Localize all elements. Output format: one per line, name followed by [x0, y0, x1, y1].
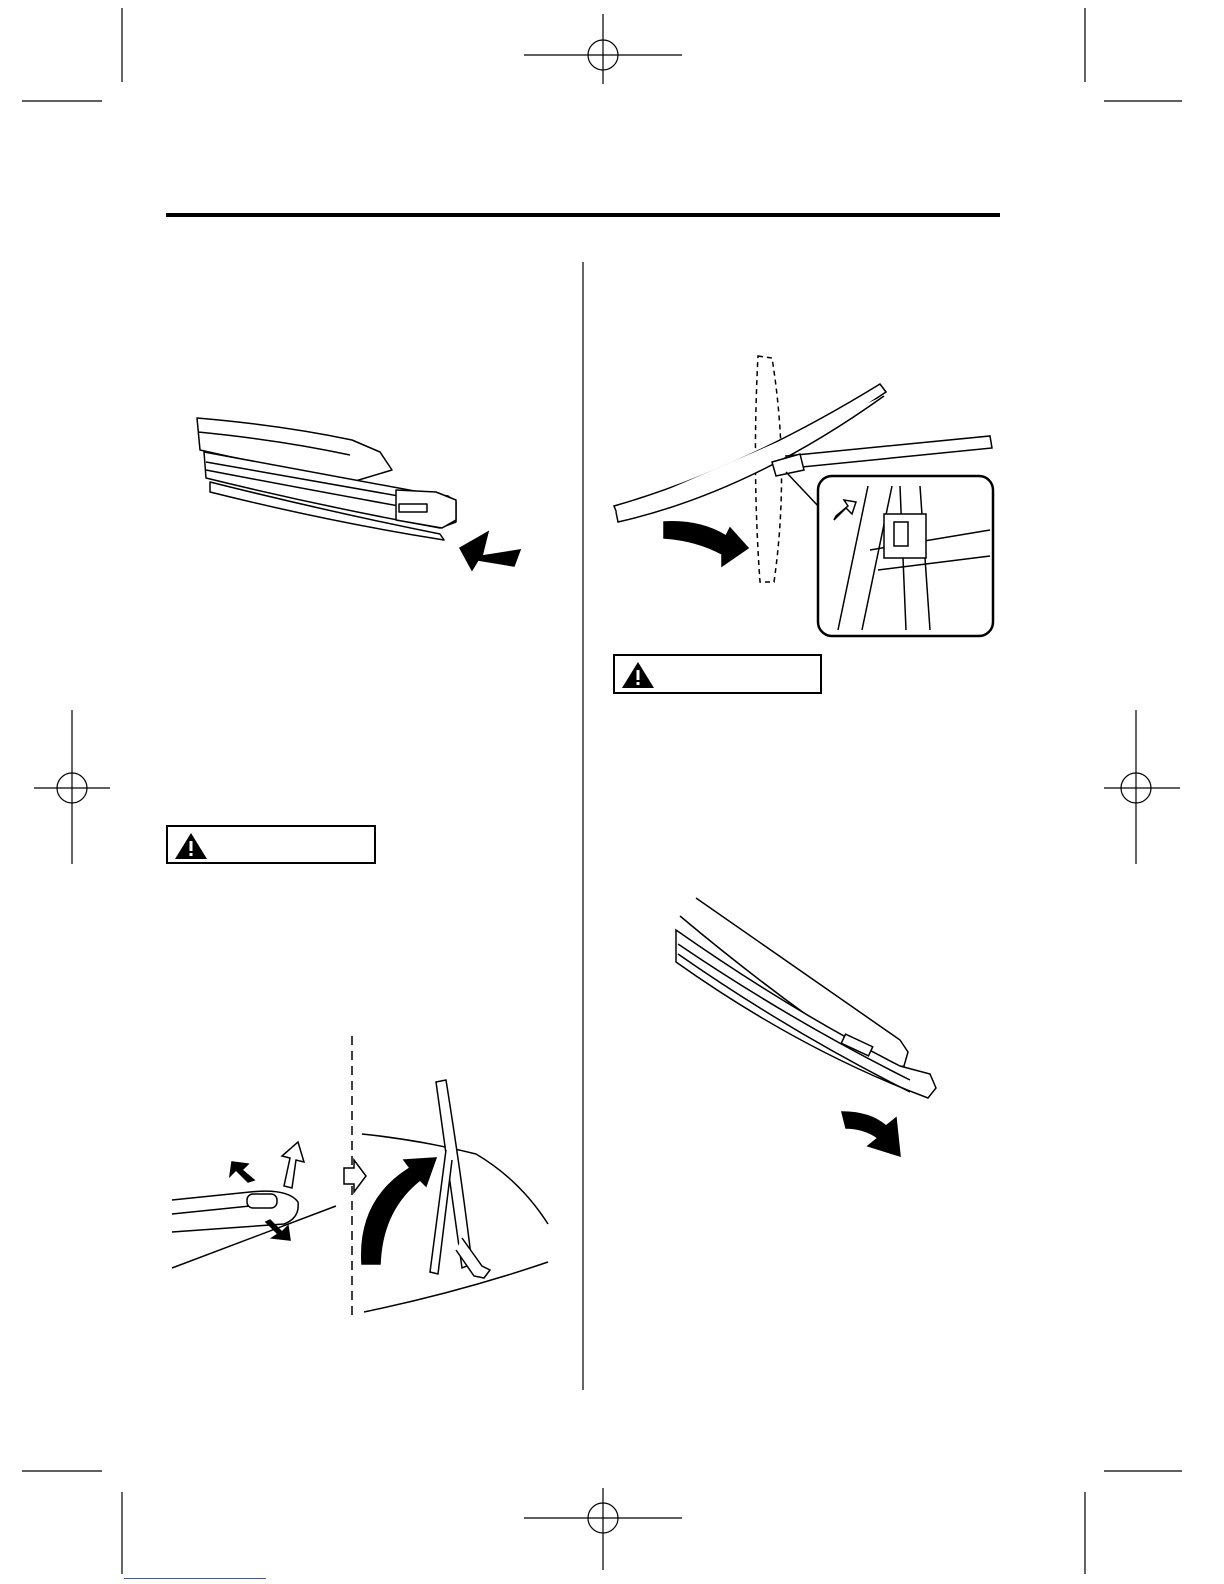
- warning-triangle-icon: [621, 661, 655, 689]
- warning-triangle-icon: [174, 832, 208, 860]
- warning-box-right: [613, 654, 822, 694]
- warning-box-left: [166, 825, 376, 864]
- footer-link-rule: [124, 1578, 266, 1579]
